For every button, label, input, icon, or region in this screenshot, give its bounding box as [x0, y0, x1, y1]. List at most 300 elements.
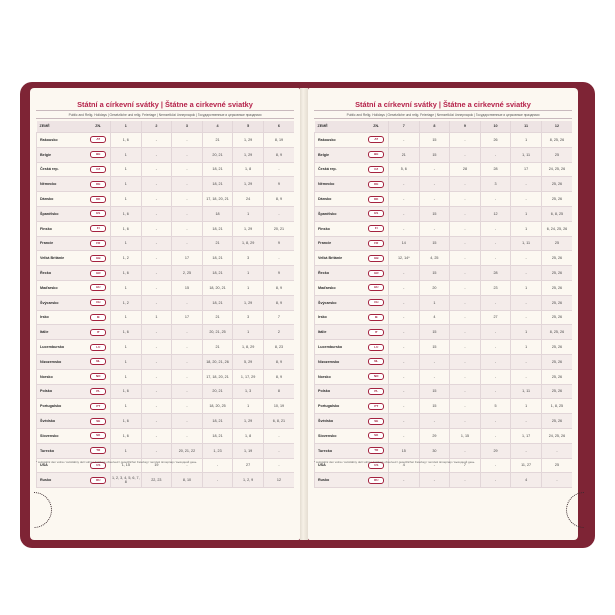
holiday-dates-cell: -	[480, 295, 511, 310]
page-subtitle: Public and Relig. Holidays | Gesetzliche und relig. Feiertage | Nemzetközi ünnepnapok | Государственные и церковные праздники	[68, 113, 262, 117]
country-name: Švédsko	[37, 414, 87, 429]
country-code-cell	[365, 369, 389, 384]
table-row	[315, 428, 573, 443]
country-code-cell	[87, 236, 111, 251]
holiday-dates-cell: -	[480, 428, 511, 443]
country-code-cell	[365, 280, 389, 295]
column-header-code: ZN.	[365, 121, 389, 133]
holiday-dates-cell: 5	[480, 399, 511, 414]
holiday-dates-cell: 1, 29	[233, 177, 264, 192]
holiday-dates-cell: 1	[141, 310, 172, 325]
holiday-dates-cell: 18, 21	[202, 266, 233, 281]
holiday-dates-cell: -	[172, 206, 203, 221]
column-header-country: ZEMĚ	[315, 121, 365, 133]
holiday-dates-cell: 1, 11	[511, 147, 542, 162]
holiday-dates-cell: 1	[511, 399, 542, 414]
table-row	[315, 221, 573, 236]
holiday-dates-cell: 1, 11	[511, 384, 542, 399]
holiday-dates-cell: 18, 21	[202, 295, 233, 310]
footnote: * celostátní den volna / celoštátny deň voľna / holidays observed / gesetzlicher Feiertag / nemzeti ünnepnap / выходной день	[314, 460, 475, 464]
table-row	[315, 354, 573, 369]
holiday-dates-cell: -	[141, 295, 172, 310]
holiday-dates-cell: -	[480, 384, 511, 399]
table-row	[37, 384, 295, 399]
country-code-cell	[365, 133, 389, 148]
country-code-cell	[87, 133, 111, 148]
holiday-dates-cell: 17, 18, 20, 21	[202, 369, 233, 384]
holiday-dates-cell: -	[202, 473, 233, 488]
column-header-code: ZN.	[87, 121, 111, 133]
table-row	[315, 414, 573, 429]
table-row	[315, 206, 573, 221]
country-code-cell	[365, 354, 389, 369]
holiday-dates-cell: -	[141, 280, 172, 295]
country-code-cell	[87, 473, 111, 488]
holiday-dates-cell: 21	[389, 147, 420, 162]
holiday-dates-cell: 9	[263, 236, 294, 251]
holiday-dates-cell: -	[389, 266, 420, 281]
holiday-dates-cell: -	[263, 251, 294, 266]
holiday-dates-cell: 22, 23	[141, 473, 172, 488]
country-name: Lucembursko	[315, 340, 365, 355]
holiday-dates-cell: -	[172, 192, 203, 207]
country-code-badge: GR	[368, 270, 384, 277]
holiday-dates-cell: -	[389, 325, 420, 340]
holiday-dates-cell: 12, 14*	[389, 251, 420, 266]
table-row	[315, 369, 573, 384]
holiday-dates-cell: -	[450, 206, 481, 221]
holiday-dates-cell: 20	[419, 280, 450, 295]
country-name: Norsko	[315, 369, 365, 384]
country-name: Turecko	[37, 443, 87, 458]
country-code-badge: AT	[90, 136, 106, 143]
country-name: Česká rep.	[315, 162, 365, 177]
holiday-dates-cell: 3	[233, 310, 264, 325]
title-divider	[36, 110, 294, 111]
holiday-dates-cell: -	[541, 443, 572, 458]
holiday-dates-cell: 30	[419, 443, 450, 458]
holiday-dates-cell: -	[389, 221, 420, 236]
country-code-badge: LU	[90, 344, 106, 351]
holiday-dates-cell: 25, 26	[541, 369, 572, 384]
holiday-dates-cell: 12	[480, 206, 511, 221]
holiday-dates-cell: 18, 21	[202, 428, 233, 443]
country-code-badge: HU	[368, 284, 384, 291]
holiday-dates-cell: 20, 21	[202, 147, 233, 162]
holiday-dates-cell: -	[141, 414, 172, 429]
holiday-dates-cell: -	[202, 458, 233, 473]
holiday-dates-cell: 15	[172, 280, 203, 295]
table-row	[315, 384, 573, 399]
table-row	[315, 280, 573, 295]
table-row	[37, 443, 295, 458]
country-code-cell	[365, 147, 389, 162]
holiday-dates-cell: -	[389, 399, 420, 414]
holiday-dates-cell: -	[263, 443, 294, 458]
holiday-dates-cell: 25, 26	[541, 310, 572, 325]
holiday-dates-cell: 1, 29	[233, 295, 264, 310]
country-name: Irsko	[315, 310, 365, 325]
holiday-dates-cell: -	[480, 192, 511, 207]
holiday-dates-cell: -	[389, 177, 420, 192]
holiday-dates-cell: 11, 27	[511, 458, 542, 473]
table-row	[315, 236, 573, 251]
country-name: Itálie	[315, 325, 365, 340]
holiday-dates-cell: 1, 6	[111, 414, 142, 429]
holiday-dates-cell: -	[172, 295, 203, 310]
country-name: Slovensko	[315, 428, 365, 443]
table-row	[37, 266, 295, 281]
country-name: Velká Británie	[315, 251, 365, 266]
country-code-badge: SE	[368, 418, 384, 425]
table-row	[37, 177, 295, 192]
holiday-dates-cell: -	[141, 177, 172, 192]
holiday-dates-cell: -	[419, 162, 450, 177]
table-row	[315, 340, 573, 355]
holiday-dates-cell: -	[511, 354, 542, 369]
holiday-dates-cell: 8, 9	[263, 295, 294, 310]
holiday-dates-cell: -	[450, 266, 481, 281]
holiday-dates-cell: 7	[263, 310, 294, 325]
holiday-dates-cell: 25, 26	[541, 414, 572, 429]
country-code-cell	[365, 192, 389, 207]
holiday-dates-cell: 24, 25, 26	[541, 428, 572, 443]
holiday-dates-cell: -	[389, 414, 420, 429]
holiday-dates-cell: -	[511, 192, 542, 207]
country-code-badge: DE	[368, 181, 384, 188]
holiday-dates-cell: 6, 8, 21	[263, 414, 294, 429]
holiday-dates-cell: -	[389, 206, 420, 221]
country-name: Nizozemsko	[37, 354, 87, 369]
holiday-dates-cell: 17	[511, 162, 542, 177]
country-code-cell	[365, 251, 389, 266]
country-code-cell	[365, 177, 389, 192]
holiday-dates-cell: -	[141, 399, 172, 414]
column-header-month: 5	[233, 121, 264, 133]
holidays-table-left	[36, 121, 294, 488]
holiday-dates-cell: -	[511, 295, 542, 310]
holiday-dates-cell: 26	[480, 133, 511, 148]
header-row	[315, 121, 573, 133]
country-name: Rakousko	[37, 133, 87, 148]
holiday-dates-cell: 20, 21, 25	[202, 325, 233, 340]
holiday-dates-cell: 1, 2	[111, 251, 142, 266]
holiday-dates-cell: 1	[233, 266, 264, 281]
country-code-cell	[365, 443, 389, 458]
holiday-dates-cell: 1, 8, 29	[233, 236, 264, 251]
holiday-dates-cell: 18, 21	[202, 251, 233, 266]
holiday-dates-cell: -	[480, 325, 511, 340]
left-page	[30, 88, 300, 540]
country-name: Belgie	[315, 147, 365, 162]
country-code-cell	[87, 325, 111, 340]
holiday-dates-cell: 27	[233, 458, 264, 473]
table-row	[37, 369, 295, 384]
holiday-dates-cell: 21	[202, 236, 233, 251]
holiday-dates-cell: 25, 26	[541, 340, 572, 355]
holidays-table-right	[314, 121, 572, 488]
table-row	[37, 280, 295, 295]
country-code-cell	[87, 162, 111, 177]
country-name: USA	[315, 458, 365, 473]
holiday-dates-cell: 29	[480, 443, 511, 458]
holiday-dates-cell: -	[389, 133, 420, 148]
page-title: Státní a církevní svátky | Štátne a cirkevné sviatky	[77, 100, 253, 109]
country-code-cell	[87, 443, 111, 458]
country-code-badge: TR	[90, 447, 106, 454]
holiday-dates-cell: 2, 25	[172, 266, 203, 281]
country-code-cell	[87, 221, 111, 236]
holiday-dates-cell: -	[141, 236, 172, 251]
holiday-dates-cell: 1	[233, 399, 264, 414]
subtitle-divider	[36, 118, 294, 119]
holiday-dates-cell: 8, 10	[172, 473, 203, 488]
holiday-dates-cell: 17, 18, 20, 21	[202, 192, 233, 207]
holiday-dates-cell: -	[419, 458, 450, 473]
holiday-dates-cell: 1, 6	[111, 428, 142, 443]
holiday-dates-cell: 24, 25, 26	[541, 162, 572, 177]
holiday-dates-cell: -	[141, 354, 172, 369]
holiday-dates-cell: -	[541, 473, 572, 488]
holiday-dates-cell: 25, 26	[541, 266, 572, 281]
holiday-dates-cell: 18, 21	[202, 162, 233, 177]
holiday-dates-cell: 1, 6	[111, 133, 142, 148]
holiday-dates-cell: -	[172, 236, 203, 251]
holiday-dates-cell: -	[172, 162, 203, 177]
holiday-dates-cell: 28	[450, 162, 481, 177]
holiday-dates-cell: 8	[263, 384, 294, 399]
holiday-dates-cell: -	[480, 354, 511, 369]
holiday-dates-cell: 1, 6	[111, 206, 142, 221]
column-header-month: 9	[450, 121, 481, 133]
column-header-month: 12	[541, 121, 572, 133]
holiday-dates-cell: -	[480, 473, 511, 488]
holiday-dates-cell: -	[450, 177, 481, 192]
holiday-dates-cell: -	[450, 384, 481, 399]
country-name: Finsko	[37, 221, 87, 236]
holiday-dates-cell: -	[389, 295, 420, 310]
holiday-dates-cell: -	[480, 221, 511, 236]
holiday-dates-cell: 5, 29	[233, 354, 264, 369]
holiday-dates-cell: 8, 19	[263, 133, 294, 148]
holiday-dates-cell: -	[141, 266, 172, 281]
holiday-dates-cell: 1, 17, 29	[233, 369, 264, 384]
country-name: Slovensko	[37, 428, 87, 443]
country-code-badge: FI	[368, 225, 384, 232]
holiday-dates-cell: 21	[202, 310, 233, 325]
holiday-dates-cell: -	[172, 458, 203, 473]
page-title: Státní a církevní svátky | Štátne a cirkevné sviatky	[355, 100, 531, 109]
holiday-dates-cell: 1	[111, 177, 142, 192]
country-code-badge: GB	[368, 255, 384, 262]
holiday-dates-cell: -	[450, 443, 481, 458]
holiday-dates-cell: -	[480, 251, 511, 266]
holiday-dates-cell: -	[450, 221, 481, 236]
holiday-dates-cell: 1, 29	[233, 147, 264, 162]
holiday-dates-cell: -	[419, 473, 450, 488]
holiday-dates-cell: 1	[111, 354, 142, 369]
holiday-dates-cell: 1, 17	[511, 428, 542, 443]
holiday-dates-cell: 1, 29	[233, 133, 264, 148]
holiday-dates-cell: 1	[511, 325, 542, 340]
holiday-dates-cell: -	[480, 369, 511, 384]
holiday-dates-cell: -	[419, 369, 450, 384]
holiday-dates-cell: -	[172, 340, 203, 355]
holiday-dates-cell: 25, 26	[541, 384, 572, 399]
holiday-dates-cell: 15	[419, 206, 450, 221]
table-body	[37, 133, 295, 488]
holiday-dates-cell: 1, 6	[111, 384, 142, 399]
country-code-badge: NL	[368, 358, 384, 365]
country-name: Turecko	[315, 443, 365, 458]
holiday-dates-cell: 15	[419, 340, 450, 355]
holiday-dates-cell: -	[172, 354, 203, 369]
holiday-dates-cell: 1	[233, 325, 264, 340]
holiday-dates-cell: 10, 19	[263, 399, 294, 414]
country-code-badge: NO	[368, 373, 384, 380]
country-code-cell	[87, 414, 111, 429]
holiday-dates-cell: 20, 21	[202, 384, 233, 399]
country-code-cell	[87, 399, 111, 414]
holiday-dates-cell: 1	[511, 133, 542, 148]
country-code-cell	[365, 162, 389, 177]
holiday-dates-cell: -	[141, 221, 172, 236]
holiday-dates-cell: 4, 25	[419, 251, 450, 266]
holiday-dates-cell: -	[511, 443, 542, 458]
table-row	[37, 221, 295, 236]
table-row	[37, 162, 295, 177]
holiday-dates-cell: 1, 2, 9	[233, 473, 264, 488]
country-code-badge: DK	[368, 196, 384, 203]
country-code-cell	[87, 206, 111, 221]
country-code-badge: PL	[368, 388, 384, 395]
table-row	[37, 295, 295, 310]
holiday-dates-cell: 15	[419, 325, 450, 340]
holiday-dates-cell: -	[389, 192, 420, 207]
holiday-dates-cell: 18, 20, 21, 26	[202, 354, 233, 369]
table-row	[315, 192, 573, 207]
holiday-dates-cell: 25, 26	[541, 295, 572, 310]
country-name: Švýcarsko	[37, 295, 87, 310]
country-code-cell	[87, 340, 111, 355]
holiday-dates-cell: 6, 24, 25, 26	[541, 221, 572, 236]
table-row	[315, 251, 573, 266]
column-header-month: 8	[419, 121, 450, 133]
holiday-dates-cell: -	[141, 369, 172, 384]
country-name: Německo	[315, 177, 365, 192]
country-name: Dánsko	[315, 192, 365, 207]
holiday-dates-cell: -	[263, 428, 294, 443]
table-row	[315, 310, 573, 325]
country-code-badge: GB	[90, 255, 106, 262]
country-name: Polsko	[315, 384, 365, 399]
country-code-cell	[365, 221, 389, 236]
country-code-cell	[365, 428, 389, 443]
holiday-dates-cell: -	[172, 384, 203, 399]
holiday-dates-cell: 18	[202, 206, 233, 221]
holiday-dates-cell: 3	[233, 251, 264, 266]
holiday-dates-cell: 25, 26	[541, 354, 572, 369]
country-name: Maďarsko	[315, 280, 365, 295]
table-row	[37, 354, 295, 369]
holiday-dates-cell: 19	[141, 458, 172, 473]
table-row	[315, 266, 573, 281]
holiday-dates-cell: -	[419, 221, 450, 236]
table-body	[315, 133, 573, 488]
holiday-dates-cell: 8, 25, 26	[541, 133, 572, 148]
country-name: Rusko	[315, 473, 365, 488]
table-row	[37, 399, 295, 414]
table-row	[315, 443, 573, 458]
country-name: Francie	[315, 236, 365, 251]
table-row	[37, 325, 295, 340]
country-code-badge: SK	[368, 432, 384, 439]
holiday-dates-cell: 8, 25, 26	[541, 325, 572, 340]
holiday-dates-cell: -	[450, 133, 481, 148]
holiday-dates-cell: 15	[419, 147, 450, 162]
country-code-badge: GR	[90, 270, 106, 277]
holiday-dates-cell: -	[389, 384, 420, 399]
country-code-cell	[365, 414, 389, 429]
holiday-dates-cell: 1, 2, 3, 4, 5, 6, 7, 8	[111, 473, 142, 488]
holiday-dates-cell: -	[450, 414, 481, 429]
country-code-badge: IE	[368, 314, 384, 321]
country-name: Portugalsko	[37, 399, 87, 414]
table-row	[315, 295, 573, 310]
country-code-cell	[365, 206, 389, 221]
header-row	[37, 121, 295, 133]
holiday-dates-cell: 18, 20, 25	[202, 399, 233, 414]
holiday-dates-cell: 15	[419, 384, 450, 399]
holiday-dates-cell: 8, 23	[263, 340, 294, 355]
country-name: Německo	[37, 177, 87, 192]
holiday-dates-cell: 1, 8, 29	[233, 340, 264, 355]
holiday-dates-cell: 24	[233, 192, 264, 207]
country-code-cell	[365, 384, 389, 399]
country-code-cell	[87, 384, 111, 399]
country-code-cell	[365, 340, 389, 355]
footnote: * celostátní den volna / celoštátny deň voľna / holidays observed / gesetzlicher Feiertag / nemzeti ünnepnap / выходной день	[36, 460, 197, 464]
holiday-dates-cell: -	[450, 192, 481, 207]
country-code-cell	[365, 310, 389, 325]
country-code-cell	[365, 295, 389, 310]
country-name: Česká rep.	[37, 162, 87, 177]
country-code-cell	[365, 236, 389, 251]
country-code-badge: AT	[368, 136, 384, 143]
holiday-dates-cell: 25	[541, 458, 572, 473]
column-header-month: 7	[389, 121, 420, 133]
holiday-dates-cell: 8, 9	[263, 369, 294, 384]
country-code-cell	[365, 473, 389, 488]
holiday-dates-cell: 1	[111, 162, 142, 177]
holiday-dates-cell: 1	[511, 206, 542, 221]
holiday-dates-cell: -	[450, 473, 481, 488]
country-code-badge: HU	[90, 284, 106, 291]
holiday-dates-cell: -	[172, 399, 203, 414]
country-code-badge: FI	[90, 225, 106, 232]
holiday-dates-cell: -	[263, 458, 294, 473]
holiday-dates-cell: -	[141, 251, 172, 266]
holiday-dates-cell: -	[511, 266, 542, 281]
holiday-dates-cell: -	[141, 384, 172, 399]
holiday-dates-cell: 21	[202, 340, 233, 355]
table-row	[37, 310, 295, 325]
holiday-dates-cell: 12	[263, 473, 294, 488]
country-name: Belgie	[37, 147, 87, 162]
country-code-cell	[365, 266, 389, 281]
country-name: Dánsko	[37, 192, 87, 207]
holiday-dates-cell: 1	[419, 295, 450, 310]
